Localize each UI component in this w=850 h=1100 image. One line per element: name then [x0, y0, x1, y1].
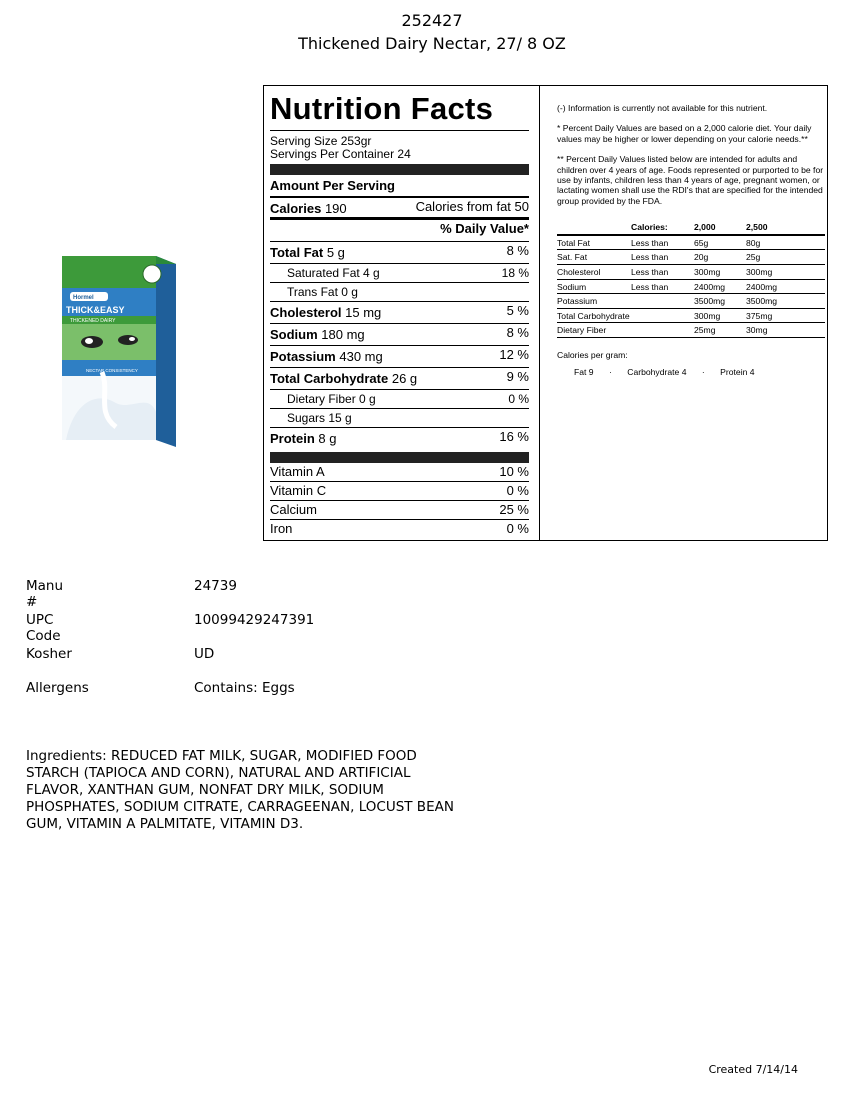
nutrient-row: Saturated Fat 4 g 18 % — [270, 264, 529, 283]
dv-table-row: Cholesterol Less than 300mg 300mg — [557, 265, 825, 280]
dv-table-row: Total Fat Less than 65g 80g — [557, 236, 825, 251]
thick-bar — [270, 452, 529, 463]
nutrient-row: Cholesterol 15 mg 5 % — [270, 302, 529, 324]
serving-info — [270, 131, 529, 164]
nutrient-row: Sugars 15 g — [270, 409, 529, 428]
amount-per-serving: Amount Per Serving — [270, 175, 529, 197]
vitamin-row: Calcium 25 % — [270, 501, 529, 520]
percent-dv-note: * Percent Daily Values are based on a 2,000 calorie diet. Your daily values may be higher or lower depending on your calorie needs.** — [557, 123, 812, 144]
vitamin-row: Vitamin C 0 % — [270, 482, 529, 501]
nutrient-row: Sodium 180 mg 8 % — [270, 324, 529, 346]
dv-table-header: Calories: 2,000 2,500 — [557, 220, 825, 235]
calories-per-gram-label: Calories per gram: — [557, 350, 628, 360]
nutrition-facts-title: Nutrition Facts — [270, 90, 529, 131]
calories-value: 190 — [324, 201, 347, 216]
calories-from-fat: Calories from fat 50 — [415, 199, 529, 214]
serving-size: Serving Size 253gr — [270, 134, 372, 148]
dv-table-row: Sodium Less than 2400mg 2400mg — [557, 280, 825, 295]
nutrient-row: Trans Fat 0 g — [270, 283, 529, 302]
dv-table-row: Total Carbohydrate 300mg 375mg — [557, 309, 825, 324]
calories-per-gram — [557, 350, 825, 378]
label-divider — [539, 86, 540, 540]
ingredients: Ingredients: REDUCED FAT MILK, SUGAR, MODIFIED FOOD STARCH (TAPIOCA AND CORN), NATURAL AND ARTIFICIAL FLAVOR, XANTHAN GUM, NONFAT DRY MILK, SODIUM PHOSPHATES, SODIUM CITRATE, CARRAGEENAN, LOCUST BEAN GUM, VITAMIN A PALMITATE, VITAMIN D3. — [26, 748, 454, 832]
nutrient-row: Total Carbohydrate 26 g 9 % — [270, 368, 529, 390]
nutrition-label — [263, 85, 828, 541]
carton-brand: Hormel — [73, 295, 94, 301]
dv-table-row: Sat. Fat Less than 20g 25g — [557, 250, 825, 265]
dv-table-row: Dietary Fiber 25mg 30mg — [557, 323, 825, 338]
daily-value-header: % Daily Value* — [270, 220, 529, 242]
created-date: Created 7/14/14 — [708, 1063, 798, 1076]
nutrient-row: Total Fat 5 g 8 % — [270, 242, 529, 264]
servings-per-container: Servings Per Container 24 — [270, 147, 411, 161]
product-name: Thickened Dairy Nectar, 27/ 8 OZ — [298, 34, 566, 53]
nutrient-row: Potassium 430 mg 12 % — [270, 346, 529, 368]
thick-bar — [270, 164, 529, 175]
vitamin-row: Vitamin A 10 % — [270, 463, 529, 482]
nutrition-facts-panel — [270, 90, 529, 539]
label-notes — [557, 103, 825, 378]
nutrient-row: Protein 8 g 16 % — [270, 429, 529, 446]
intended-note: ** Percent Daily Values listed below are intended for adults and children over 4 years of age. Foods represented or purported to be for use by infants, children less than 4 years of age, pregnant women, or lactating women shall use the RDI's that are specified for the intended group provided by the FDA. — [557, 154, 824, 206]
product-carton-image — [56, 242, 180, 452]
product-code: 252427 — [401, 11, 463, 30]
carton-line: THICK&EASY — [66, 305, 125, 315]
calories-per-gram-values: Fat 9 · Carbohydrate 4 · Protein 4 — [574, 367, 755, 378]
vitamin-row: Iron 0 % — [270, 521, 529, 536]
not-available-note: (-) Information is currently not available for this nutrient. — [557, 103, 768, 113]
carton-variety: THICKENED DAIRY — [70, 318, 116, 324]
nutrient-row: Dietary Fiber 0 g 0 % — [270, 390, 529, 409]
daily-values-table — [557, 220, 825, 338]
dv-table-row: Potassium 3500mg 3500mg — [557, 294, 825, 309]
calories-row: Calories 190 Calories from fat 50 — [270, 198, 529, 220]
carton-consistency: NECTAR CONSISTENCY — [86, 368, 138, 373]
